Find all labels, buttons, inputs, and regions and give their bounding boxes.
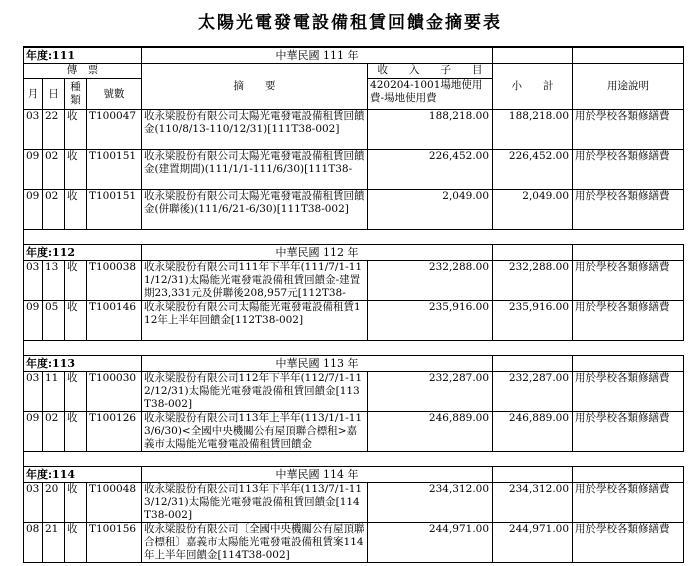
header-day: 日 (43, 79, 65, 110)
voucher-number-cell: T100048 (87, 483, 142, 523)
table-row (24, 483, 684, 523)
purpose-cell: 用於學校各類修繕費 (573, 372, 684, 412)
type-cell: 收 (65, 483, 87, 523)
type-cell: 收 (65, 190, 87, 230)
day-cell: 02 (43, 150, 65, 190)
voucher-number-cell: T100156 (87, 523, 142, 563)
voucher-number-cell: T100047 (87, 110, 142, 150)
subtotal-cell: 188,218.00 (493, 110, 573, 150)
spacer-cell (24, 230, 684, 245)
header-purpose: 用途說明 (573, 64, 684, 110)
subtotal-cell: 232,287.00 (493, 372, 573, 412)
table-row (24, 301, 684, 341)
header-type: 種類 (65, 79, 87, 110)
voucher-number-cell: T100146 (87, 301, 142, 341)
day-cell: 13 (43, 261, 65, 301)
income-amount-cell: 234,312.00 (368, 483, 493, 523)
income-amount-cell: 226,452.00 (368, 150, 493, 190)
header-summary: 摘 要 (142, 64, 368, 110)
subtotal-cell: 246,889.00 (493, 412, 573, 452)
summary-cell: 收永梁股份有限公司太陽能光電發電設備租賃112年上半年回饋金[112T38-002] (142, 301, 368, 341)
table-row (24, 110, 684, 150)
empty-cell (573, 47, 684, 64)
income-amount-cell: 235,916.00 (368, 301, 493, 341)
summary-cell: 收永梁股份有限公司〔全國中央機關公有屋頂聯合標租〕嘉義市太陽能光電發電設備租賃案114年上半年回饋金[114T38-002] (142, 523, 368, 563)
roc-year: 中華民國 112 年 (142, 245, 493, 261)
summary-cell: 收永梁股份有限公司112年下半年(112/7/1-112/12/31)太陽能光電發電設備租賃回饋金[113T38-002] (142, 372, 368, 412)
page-title: 太陽光電發電設備租賃回饋金摘要表 (198, 13, 502, 33)
table-row (24, 150, 684, 190)
year-row (24, 47, 684, 64)
type-cell: 收 (65, 372, 87, 412)
income-amount-cell: 246,889.00 (368, 412, 493, 452)
header-voucher: 傳 票 (24, 64, 142, 79)
empty-cell (493, 245, 573, 261)
income-amount-cell: 2,049.00 (368, 190, 493, 230)
type-cell: 收 (65, 150, 87, 190)
year-label: 年度:114 (24, 467, 142, 483)
empty-cell (493, 47, 573, 64)
empty-cell (573, 467, 684, 483)
month-cell: 09 (24, 301, 43, 341)
purpose-cell: 用於學校各類修繕費 (573, 523, 684, 563)
header-subtotal: 小 計 (493, 64, 573, 110)
header-row (24, 64, 684, 79)
purpose-cell: 用於學校各類修繕費 (573, 483, 684, 523)
empty-cell (493, 467, 573, 483)
header-income: 收 入 子 目 (368, 64, 493, 79)
table-row (24, 261, 684, 301)
summary-cell: 收永梁股份有限公司太陽光電發電設備租賃回饋金(110/8/13-110/12/31)[111T38-002] (142, 110, 368, 150)
year-row (24, 467, 684, 483)
day-cell: 21 (43, 523, 65, 563)
year-row (24, 245, 684, 261)
purpose-cell: 用於學校各類修繕費 (573, 110, 684, 150)
empty-cell (573, 245, 684, 261)
spacer-cell (24, 452, 684, 467)
subtotal-cell: 244,971.00 (493, 523, 573, 563)
header-income-account: 420204-1001場地使用費-場地使用費 (368, 79, 493, 110)
roc-year: 中華民國 113 年 (142, 356, 493, 372)
year-row (24, 356, 684, 372)
month-cell: 03 (24, 483, 43, 523)
month-cell: 03 (24, 261, 43, 301)
subtotal-cell: 2,049.00 (493, 190, 573, 230)
month-cell: 03 (24, 372, 43, 412)
table-row (24, 372, 684, 412)
voucher-number-cell: T100151 (87, 190, 142, 230)
summary-cell: 收永梁股份有限公司113年上半年(113/1/1-113/6/30)<全國中央機關公有屋頂聯合標租>嘉義市太陽能光電發電設備租賃回饋金 (142, 412, 368, 452)
spacer-row (24, 452, 684, 467)
spacer-cell (24, 341, 684, 356)
voucher-number-cell: T100151 (87, 150, 142, 190)
subtotal-cell: 235,916.00 (493, 301, 573, 341)
summary-cell: 收永梁股份有限公司111年下半年(111/7/1-111/12/31)太陽能光電發電設備租賃回饋金-建置期23,331元及併聯後208,957元[112T38- (142, 261, 368, 301)
spacer-row (24, 341, 684, 356)
type-cell: 收 (65, 261, 87, 301)
subtotal-cell: 234,312.00 (493, 483, 573, 523)
header-number: 號數 (87, 79, 142, 110)
subtotal-cell: 232,288.00 (493, 261, 573, 301)
month-cell: 09 (24, 412, 43, 452)
year-label: 年度:111 (24, 47, 142, 64)
month-cell: 09 (24, 190, 43, 230)
header-month: 月 (24, 79, 43, 110)
empty-cell (493, 356, 573, 372)
table-row (24, 190, 684, 230)
year-label: 年度:112 (24, 245, 142, 261)
summary-table (23, 46, 684, 563)
purpose-cell: 用於學校各類修繕費 (573, 261, 684, 301)
purpose-cell: 用於學校各類修繕費 (573, 150, 684, 190)
day-cell: 05 (43, 301, 65, 341)
type-cell: 收 (65, 412, 87, 452)
month-cell: 09 (24, 150, 43, 190)
day-cell: 20 (43, 483, 65, 523)
type-cell: 收 (65, 301, 87, 341)
voucher-number-cell: T100030 (87, 372, 142, 412)
roc-year: 中華民國 114 年 (142, 467, 493, 483)
day-cell: 11 (43, 372, 65, 412)
month-cell: 03 (24, 110, 43, 150)
table-row (24, 523, 684, 563)
income-amount-cell: 244,971.00 (368, 523, 493, 563)
month-cell: 08 (24, 523, 43, 563)
day-cell: 02 (43, 190, 65, 230)
year-label: 年度:113 (24, 356, 142, 372)
voucher-number-cell: T100126 (87, 412, 142, 452)
summary-cell: 收永梁股份有限公司太陽光電發電設備租賃回饋金(建置期間)(111/1/1-111/6/30)[111T38- (142, 150, 368, 190)
income-amount-cell: 232,288.00 (368, 261, 493, 301)
purpose-cell: 用於學校各類修繕費 (573, 301, 684, 341)
empty-cell (573, 356, 684, 372)
purpose-cell: 用於學校各類修繕費 (573, 190, 684, 230)
voucher-number-cell: T100038 (87, 261, 142, 301)
type-cell: 收 (65, 110, 87, 150)
summary-cell: 收永梁股份有限公司113年下半年(113/7/1-113/12/31)太陽能光電發電設備租賃回饋金[114T38-002] (142, 483, 368, 523)
type-cell: 收 (65, 523, 87, 563)
day-cell: 22 (43, 110, 65, 150)
roc-year: 中華民國 111 年 (142, 47, 493, 64)
day-cell: 02 (43, 412, 65, 452)
spacer-row (24, 230, 684, 245)
subtotal-cell: 226,452.00 (493, 150, 573, 190)
summary-cell: 收永梁股份有限公司太陽光電發電設備租賃回饋金(併聯後)(111/6/21-6/30)[111T38-002] (142, 190, 368, 230)
income-amount-cell: 232,287.00 (368, 372, 493, 412)
income-amount-cell: 188,218.00 (368, 110, 493, 150)
purpose-cell: 用於學校各類修繕費 (573, 412, 684, 452)
table-row (24, 412, 684, 452)
